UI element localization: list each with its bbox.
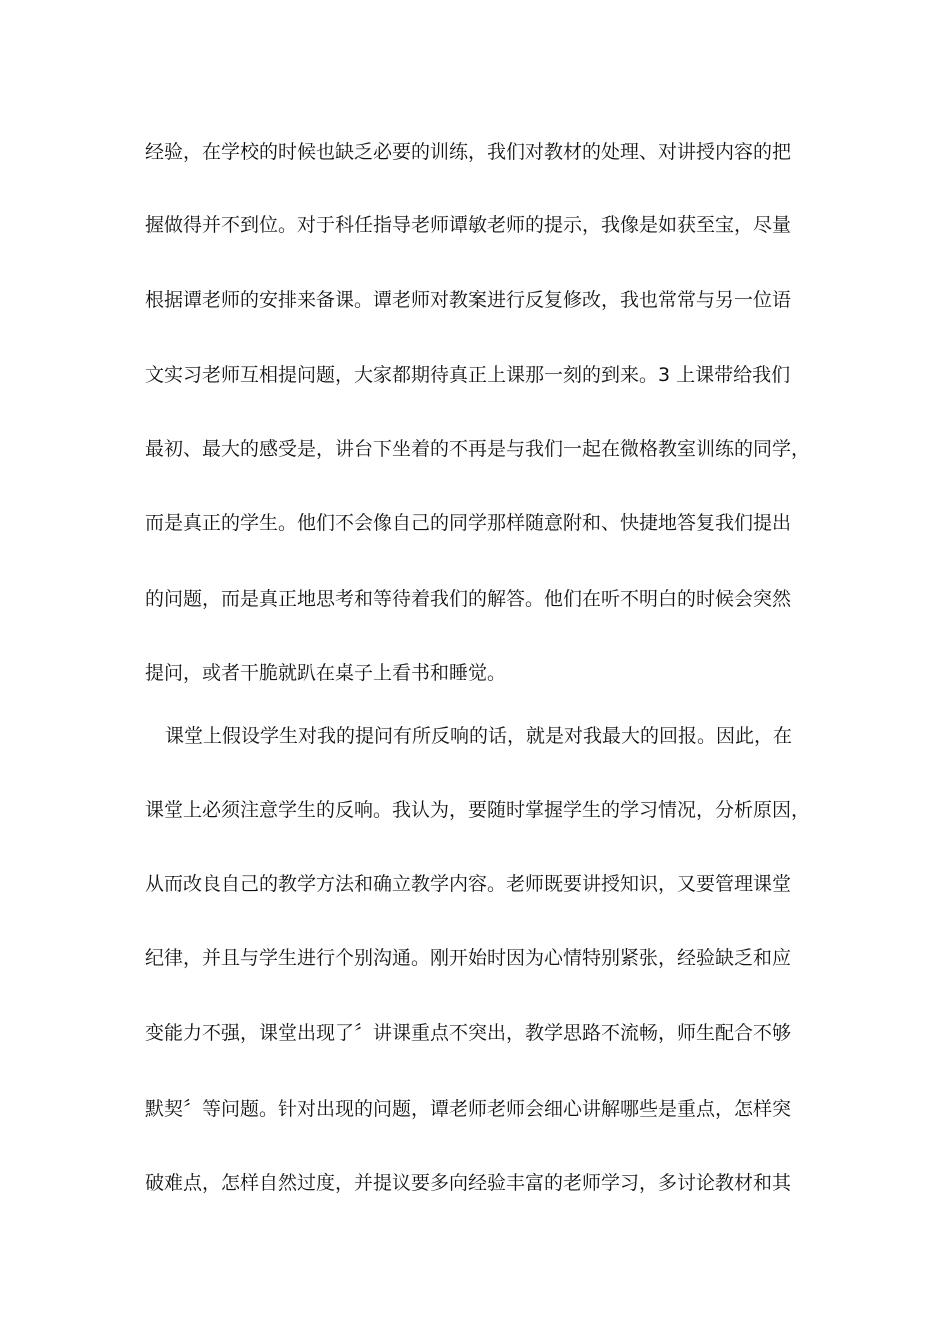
text-line-4: 文实习老师互相提问题，大家都期待真正上课那一刻的到来。3 上课带给我们 xyxy=(145,364,791,386)
text-line-7: 的问题，而是真正地思考和等待着我们的解答。他们在听不明白的时候会突然 xyxy=(145,588,792,610)
text-line-14: 默契〞等问题。针对出现的问题，谭老师老师会细心讲解哪些是重点，怎样突 xyxy=(145,1098,792,1120)
text-line-9: 课堂上假设学生对我的提问有所反响的话，就是对我最大的回报。因此，在 xyxy=(165,725,793,747)
text-line-13: 变能力不强，课堂出现了〞讲课重点不突出，教学思路不流畅，师生配合不够 xyxy=(145,1022,792,1044)
text-line-12: 纪律，并且与学生进行个别沟通。刚开始时因为心情特别紧张，经验缺乏和应 xyxy=(145,947,792,969)
text-line-5: 最初、最大的感受是，讲台下坐着的不再是与我们一起在微格教室训练的同学， xyxy=(145,438,811,460)
text-line-8: 提问，或者干脆就趴在桌子上看书和睡觉。 xyxy=(145,662,507,684)
text-line-11: 从而改良自己的教学方法和确立教学内容。老师既要讲授知识，又要管理课堂 xyxy=(145,873,792,895)
text-line-2: 握做得并不到位。对于科任指导老师谭敏老师的提示，我像是如获至宝，尽量 xyxy=(145,214,792,236)
text-line-10: 课堂上必须注意学生的反响。我认为，要随时掌握学生的学习情况，分析原因， xyxy=(145,799,811,821)
text-line-6: 而是真正的学生。他们不会像自己的同学那样随意附和、快捷地答复我们提出 xyxy=(145,512,792,534)
text-line-3: 根据谭老师的安排来备课。谭老师对教案进行反复修改，我也常常与另一位语 xyxy=(145,289,792,311)
text-line-1: 经验，在学校的时候也缺乏必要的训练，我们对教材的处理、对讲授内容的把 xyxy=(145,141,792,163)
text-line-15: 破难点，怎样自然过度，并提议要多向经验丰富的老师学习，多讨论教材和其 xyxy=(145,1172,792,1194)
